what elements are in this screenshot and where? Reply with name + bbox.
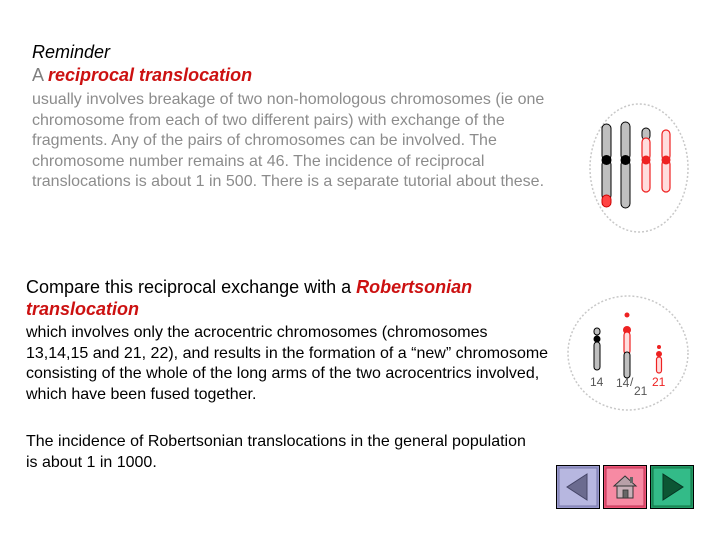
reminder-heading: Reminder	[32, 42, 111, 62]
fused-label-21: 21	[634, 384, 648, 398]
reciprocal-heading	[32, 64, 252, 86]
robertsonian-translocation-diagram	[566, 294, 690, 412]
robertsonian-description: which involves only the acrocentric chromosomes (chromosomes 13,14,15 and 21, 22), and results in the formation of a “new” chromosome consisting of the whole of the long arms of the two acrocentrics involved, which have been fused together.	[26, 324, 549, 403]
fused-label-14: 14	[616, 376, 630, 390]
robertsonian-heading	[26, 276, 546, 320]
home-button[interactable]	[603, 465, 647, 509]
chromosome-label-14: 14	[590, 375, 604, 389]
forward-button[interactable]	[650, 465, 694, 509]
robertsonian-prefix: Compare this reciprocal exchange with a	[26, 277, 357, 297]
svg-text:/: /	[630, 375, 634, 389]
reciprocal-term: reciprocal translocation	[48, 65, 253, 85]
back-button[interactable]	[556, 465, 600, 509]
incidence-text: The incidence of Robertsonian translocations in the general population is about 1 in 1000.	[26, 433, 526, 471]
reciprocal-prefix: A	[32, 65, 49, 85]
robertsonian-term: Robertsonian translocation	[26, 277, 473, 319]
chromosome-label-21: 21	[652, 375, 666, 389]
reciprocal-translocation-diagram	[588, 102, 690, 234]
reciprocal-description: usually involves breakage of two non-homologous chromosomes (ie one chromosome from each of two different pairs) with exchange of the fragments. Any of the pairs of chromosomes can be involved. The chromosome number remains at 46. The incidence of reciprocal translocations is about 1 in 500. There is a separate tutorial about these.	[32, 91, 545, 191]
